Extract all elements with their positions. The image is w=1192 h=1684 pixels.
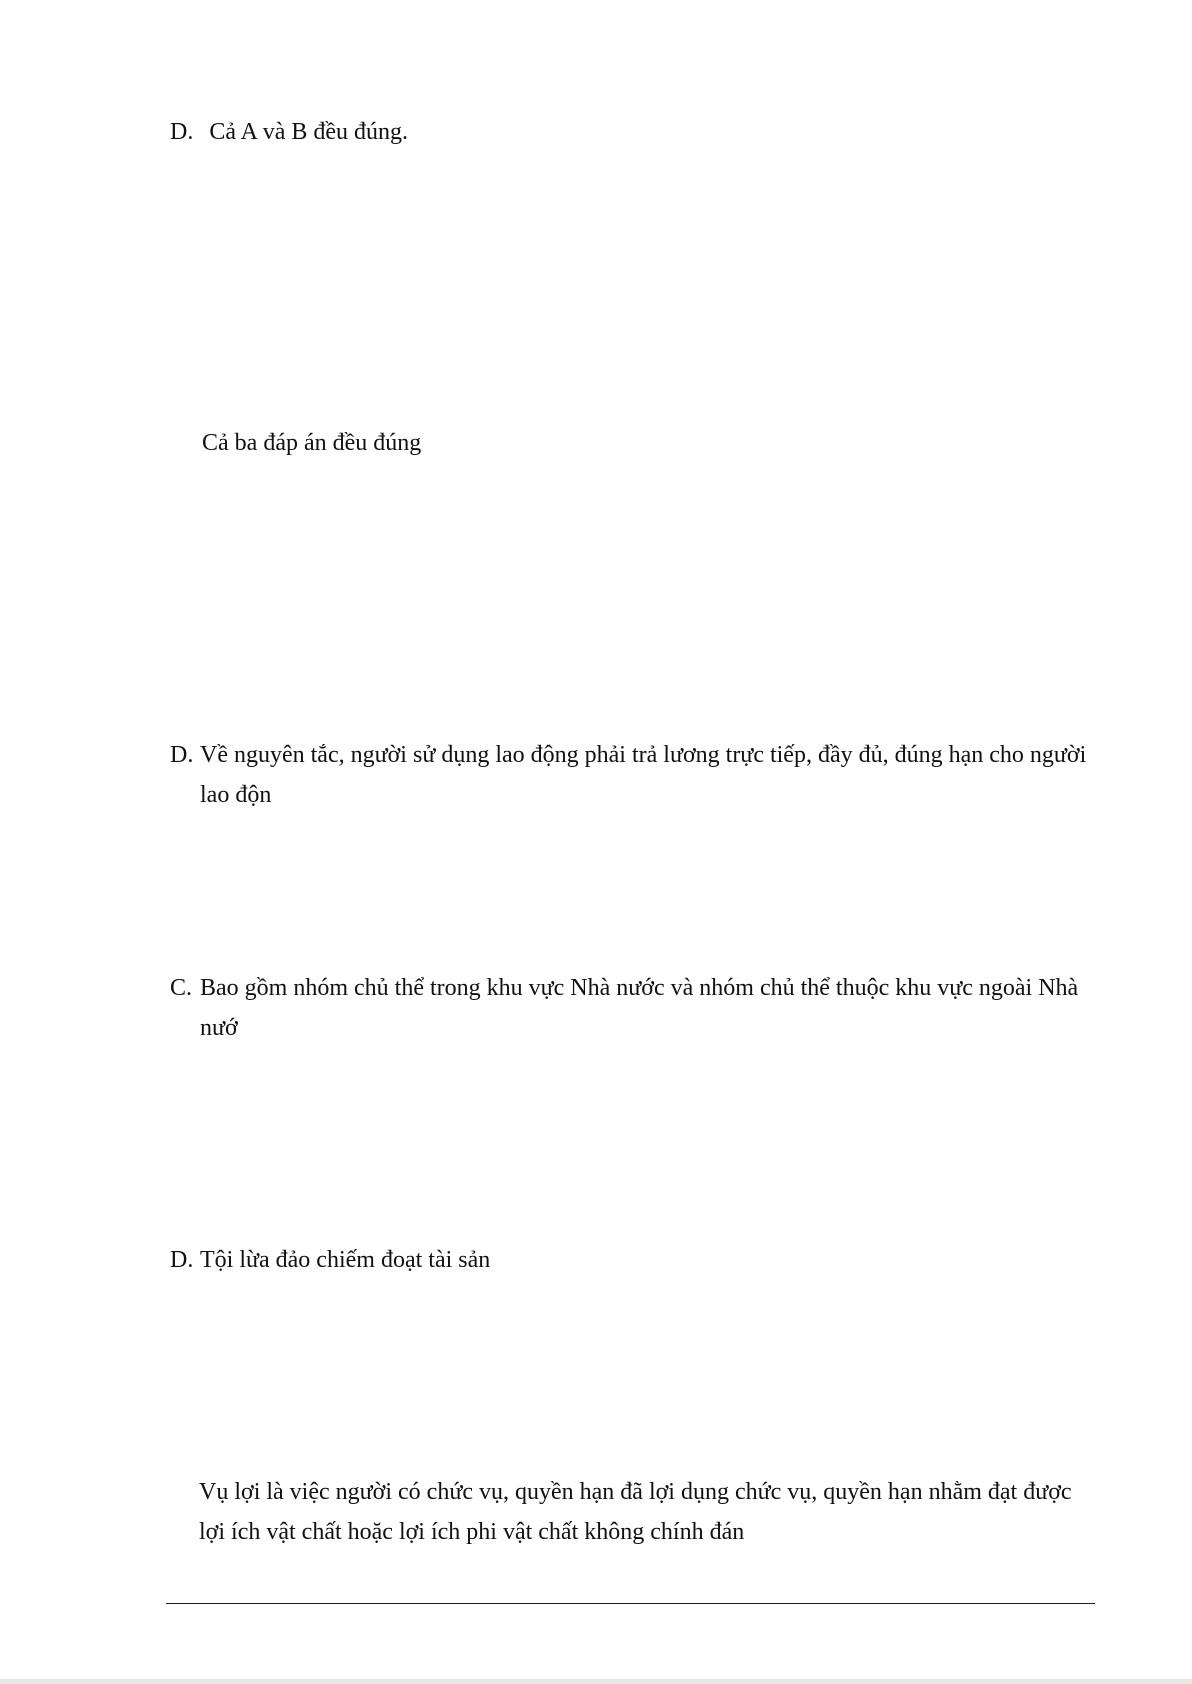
option-label: D. [170, 742, 194, 768]
page-bottom-edge [0, 1679, 1192, 1684]
answer-option-d [170, 112, 408, 152]
option-text: Tội lừa đảo chiếm đoạt tài sản [200, 1247, 491, 1273]
option-label: D. [170, 1247, 194, 1273]
answer-option-d [170, 735, 1120, 815]
statement-text: Cả ba đáp án đều đúng [202, 430, 422, 456]
statement-text: Vụ lợi là việc người có chức vụ, quyền hạn đã lợi dụng chức vụ, quyền hạn nhằm đạt được lợi ích vật chất hoặc lợi ích phi vật chất không chính đán [199, 1479, 1072, 1545]
option-text: Cả A và B đều đúng. [209, 119, 408, 145]
footer-divider [166, 1603, 1095, 1604]
answer-option-c [170, 968, 1120, 1048]
option-text: Bao gồm nhóm chủ thể trong khu vực Nhà nước và nhóm chủ thể thuộc khu vực ngoài Nhà nướ [200, 975, 1079, 1041]
option-text: Về nguyên tắc, người sử dụng lao động phải trả lương trực tiếp, đầy đủ, đúng hạn cho người lao độn [200, 742, 1087, 808]
option-label: D. [170, 119, 194, 145]
answer-statement [202, 423, 421, 463]
answer-option-d [170, 1240, 1120, 1280]
answer-statement [199, 1472, 1099, 1552]
option-label: C. [170, 975, 193, 1001]
